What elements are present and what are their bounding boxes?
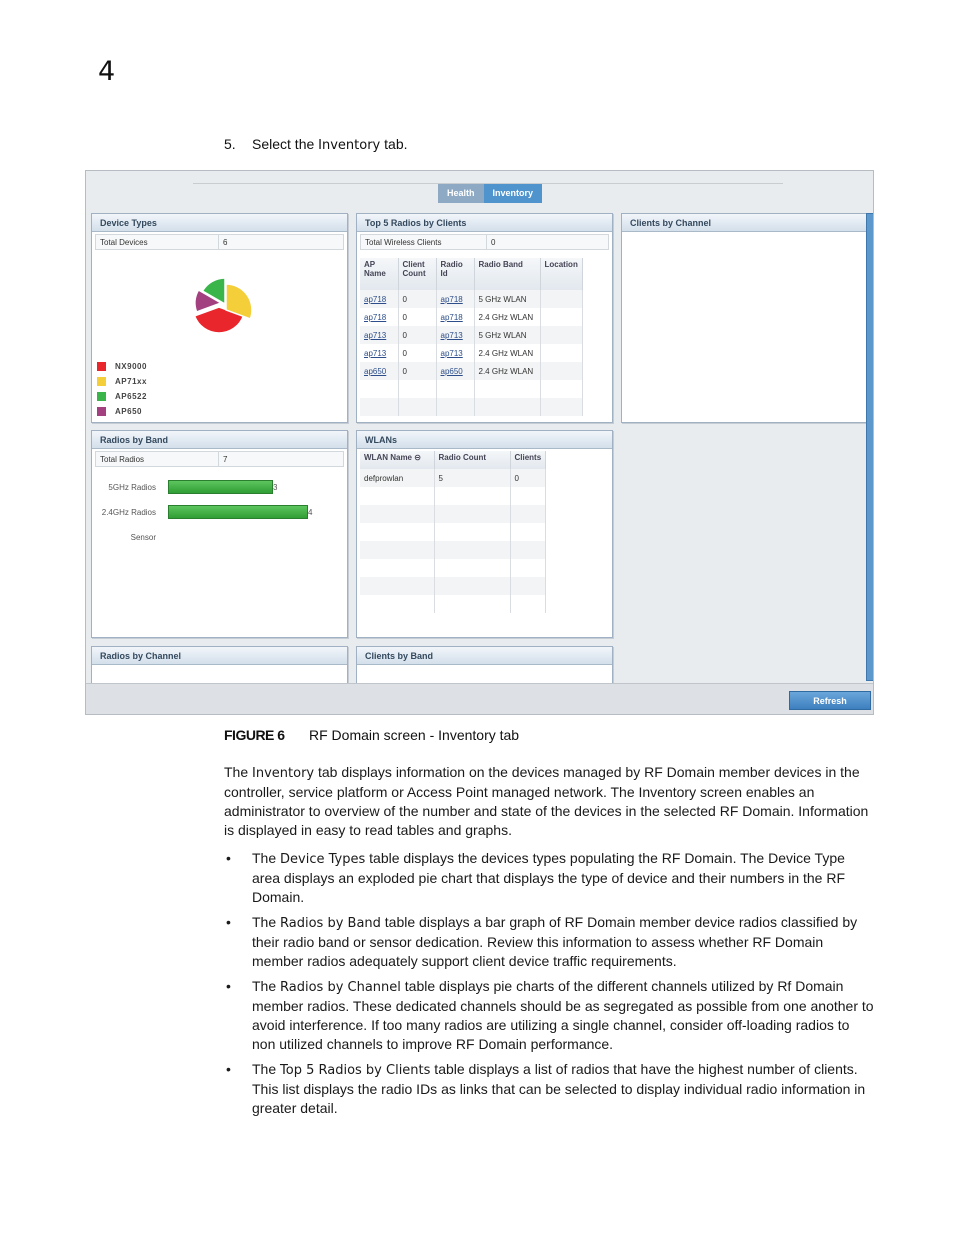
table-row bbox=[360, 487, 546, 505]
table-cell bbox=[434, 523, 510, 541]
table-cell bbox=[540, 380, 582, 398]
device-types-legend bbox=[97, 359, 147, 419]
table-cell bbox=[540, 398, 582, 416]
chapter-number: 4 bbox=[98, 56, 116, 87]
panel-title: Clients by Channel bbox=[622, 214, 866, 232]
table-row bbox=[360, 523, 546, 541]
table-cell bbox=[510, 595, 546, 613]
legend-item bbox=[97, 404, 147, 419]
table-row bbox=[360, 380, 582, 398]
table-row bbox=[360, 308, 582, 326]
refresh-button[interactable]: Refresh bbox=[789, 691, 871, 710]
bullet-emph: Top 5 Radios by Clients bbox=[280, 1063, 431, 1078]
table-cell bbox=[540, 362, 582, 380]
panel-title: Radios by Band bbox=[92, 431, 347, 449]
table-cell: 0 bbox=[398, 326, 436, 344]
table-cell bbox=[360, 290, 398, 308]
bar bbox=[168, 480, 273, 494]
table-row bbox=[360, 344, 582, 362]
radio-id-link[interactable]: ap650 bbox=[440, 366, 463, 376]
panel-title: Clients by Band bbox=[357, 647, 612, 665]
table-row bbox=[360, 398, 582, 416]
top5-radios-panel bbox=[356, 213, 613, 423]
table-row bbox=[360, 326, 582, 344]
panel-title: WLANs bbox=[357, 431, 612, 449]
legend-item bbox=[97, 359, 147, 374]
ap-name-link[interactable]: ap650 bbox=[364, 366, 387, 376]
table-cell bbox=[436, 362, 474, 380]
device-types-panel bbox=[91, 213, 348, 423]
table-cell: 5 GHz WLAN bbox=[474, 326, 540, 344]
table-cell bbox=[360, 326, 398, 344]
total-wireless-clients-row: Total Wireless Clients 0 bbox=[360, 234, 609, 250]
table-cell bbox=[540, 290, 582, 308]
vertical-scrollbar[interactable] bbox=[866, 213, 874, 681]
table-cell bbox=[510, 559, 546, 577]
column-header[interactable]: Radio Band bbox=[474, 258, 540, 290]
legend-label: AP6522 bbox=[115, 392, 147, 401]
column-header[interactable]: Location bbox=[540, 258, 582, 290]
total-radios-row: Total Radios 7 bbox=[95, 451, 344, 467]
table-cell bbox=[436, 344, 474, 362]
radio-id-link[interactable]: ap713 bbox=[440, 330, 463, 340]
table-cell bbox=[398, 398, 436, 416]
legend-swatch bbox=[97, 377, 106, 386]
table-cell: defprowlan bbox=[360, 469, 434, 487]
table-cell bbox=[510, 505, 546, 523]
table-cell: 5 GHz WLAN bbox=[474, 290, 540, 308]
radio-id-link[interactable]: ap713 bbox=[440, 348, 463, 358]
table-cell bbox=[360, 505, 434, 523]
clients-by-channel-panel bbox=[621, 213, 867, 423]
total-devices-row: Total Devices 6 bbox=[95, 234, 344, 250]
bullet-item: • The Radios by Band table displays a bar graph of RF Domain member device radios classified by their radio band or sensor dedication. Review this information to assess whether RF Domain member radios adequately support client device traffic requirements. bbox=[224, 913, 874, 971]
table-cell bbox=[436, 290, 474, 308]
column-header[interactable]: Radio Id bbox=[436, 258, 474, 290]
table-cell: 0 bbox=[398, 308, 436, 326]
table-cell: 0 bbox=[510, 469, 546, 487]
ap-name-link[interactable]: ap713 bbox=[364, 348, 387, 358]
table-row bbox=[360, 505, 546, 523]
table-cell bbox=[360, 595, 434, 613]
table-cell bbox=[436, 308, 474, 326]
step-instruction: 5. Select the Inventory tab. bbox=[224, 136, 408, 153]
table-cell bbox=[510, 523, 546, 541]
legend-item bbox=[97, 374, 147, 389]
table-cell: 2.4 GHz WLAN bbox=[474, 344, 540, 362]
table-cell bbox=[360, 577, 434, 595]
table-row bbox=[360, 290, 582, 308]
bullet-list bbox=[224, 849, 874, 1118]
table-cell bbox=[434, 595, 510, 613]
table-row bbox=[360, 541, 546, 559]
table-cell: 2.4 GHz WLAN bbox=[474, 362, 540, 380]
top5-radios-table bbox=[360, 258, 583, 416]
table-cell bbox=[540, 344, 582, 362]
wlans-panel bbox=[356, 430, 613, 638]
radio-id-link[interactable]: ap718 bbox=[440, 294, 463, 304]
table-cell bbox=[434, 487, 510, 505]
table-row bbox=[360, 595, 546, 613]
bullet-emph: Radios by Band bbox=[280, 916, 381, 931]
clients-by-band-panel bbox=[356, 646, 613, 686]
intro-paragraph: The Inventory tab displays information on the devices managed by RF Domain member devices in the controller, service platform or Access Point managed network. The Inventory screen enables an administrator to overview of the number and state of the devices in the selected RF Domain. Information is displayed in easy to read tables and graphs. bbox=[224, 764, 869, 838]
step-emph: Inventory bbox=[318, 138, 381, 153]
table-cell bbox=[360, 523, 434, 541]
bar-value: 3 bbox=[273, 483, 278, 492]
legend-label: AP71xx bbox=[115, 377, 147, 386]
table-cell bbox=[510, 577, 546, 595]
table-cell bbox=[360, 559, 434, 577]
table-cell bbox=[398, 380, 436, 398]
footer-bar bbox=[86, 683, 873, 715]
table-cell bbox=[540, 326, 582, 344]
ap-name-link[interactable]: ap713 bbox=[364, 330, 387, 340]
legend-swatch bbox=[97, 407, 106, 416]
table-cell bbox=[434, 559, 510, 577]
tab-bar bbox=[438, 184, 542, 203]
table-cell bbox=[360, 541, 434, 559]
table-cell bbox=[360, 344, 398, 362]
figure-caption bbox=[224, 727, 519, 743]
bar-label: Sensor bbox=[130, 533, 156, 542]
table-cell bbox=[436, 398, 474, 416]
table-cell: 0 bbox=[398, 362, 436, 380]
figure-title: RF Domain screen - Inventory tab bbox=[309, 727, 520, 743]
bar bbox=[168, 505, 308, 519]
table-row bbox=[360, 362, 582, 380]
table-cell bbox=[436, 326, 474, 344]
table-row bbox=[360, 469, 546, 487]
legend-swatch bbox=[97, 392, 106, 401]
bullet-item: • The Radios by Channel table displays pie charts of the different channels utilized by Rf Domain member radios. These dedicated channels should be as segregated as possible from one another to avoid interference. If too many radios are utilizing a single channel, consider off-loading radios to non utilized channels to improve RF Domain performance. bbox=[224, 977, 874, 1054]
column-header[interactable]: Clients bbox=[510, 451, 546, 469]
figure-number: FIGURE 6 bbox=[224, 727, 285, 743]
device-types-pie-chart bbox=[92, 252, 348, 372]
tab-inventory[interactable]: Inventory bbox=[484, 184, 543, 203]
table-cell bbox=[434, 541, 510, 559]
table-row bbox=[360, 559, 546, 577]
table-cell bbox=[360, 487, 434, 505]
legend-swatch bbox=[97, 362, 106, 371]
bar-value: 4 bbox=[308, 508, 313, 517]
table-cell bbox=[434, 505, 510, 523]
table-cell: 2.4 GHz WLAN bbox=[474, 308, 540, 326]
table-cell: 0 bbox=[398, 344, 436, 362]
table-cell bbox=[510, 487, 546, 505]
table-cell bbox=[360, 308, 398, 326]
table-cell bbox=[360, 362, 398, 380]
legend-label: AP650 bbox=[115, 407, 142, 416]
panel-title: Device Types bbox=[92, 214, 347, 232]
table-cell bbox=[540, 308, 582, 326]
column-header[interactable]: WLAN Name ⊝ bbox=[360, 451, 434, 469]
table-cell bbox=[360, 398, 398, 416]
table-row bbox=[360, 577, 546, 595]
legend-label: NX9000 bbox=[115, 362, 147, 371]
body-text bbox=[224, 763, 874, 1124]
bullet-item: • The Device Types table displays the devices types populating the RF Domain. The Device Type area displays an exploded pie chart that displays the type of device and their numbers in the RF Domain. bbox=[224, 849, 874, 907]
column-header[interactable]: AP Name bbox=[360, 258, 398, 290]
inventory-screenshot bbox=[85, 170, 874, 715]
table-cell bbox=[474, 380, 540, 398]
table-cell: 5 bbox=[434, 469, 510, 487]
table-cell bbox=[360, 380, 398, 398]
table-cell bbox=[434, 577, 510, 595]
column-header[interactable]: Client Count bbox=[398, 258, 436, 290]
bullet-emph: Radios by Channel bbox=[280, 980, 401, 995]
step-number: 5. bbox=[224, 136, 236, 152]
bullet-item: • The Top 5 Radios by Clients table displays a list of radios that have the highest number of clients. This list displays the radio IDs as links that can be selected to display individual radio information in greater detail. bbox=[224, 1060, 874, 1118]
radios-by-band-panel bbox=[91, 430, 348, 638]
table-cell bbox=[510, 541, 546, 559]
wlans-table bbox=[360, 451, 546, 613]
radios-by-band-bar-chart bbox=[92, 476, 348, 576]
tab-health[interactable]: Health bbox=[438, 184, 484, 203]
bar-label: 2.4GHz Radios bbox=[101, 508, 156, 517]
ap-name-link[interactable]: ap718 bbox=[364, 312, 387, 322]
panel-title: Radios by Channel bbox=[92, 647, 347, 665]
bullet-emph: Device Types bbox=[280, 852, 366, 867]
table-cell bbox=[474, 398, 540, 416]
ap-name-link[interactable]: ap718 bbox=[364, 294, 387, 304]
legend-item bbox=[97, 389, 147, 404]
table-cell bbox=[436, 380, 474, 398]
panel-title: Top 5 Radios by Clients bbox=[357, 214, 612, 232]
radios-by-channel-panel bbox=[91, 646, 348, 686]
column-header[interactable]: Radio Count bbox=[434, 451, 510, 469]
table-cell: 0 bbox=[398, 290, 436, 308]
radio-id-link[interactable]: ap718 bbox=[440, 312, 463, 322]
bar-label: 5GHz Radios bbox=[108, 483, 156, 492]
